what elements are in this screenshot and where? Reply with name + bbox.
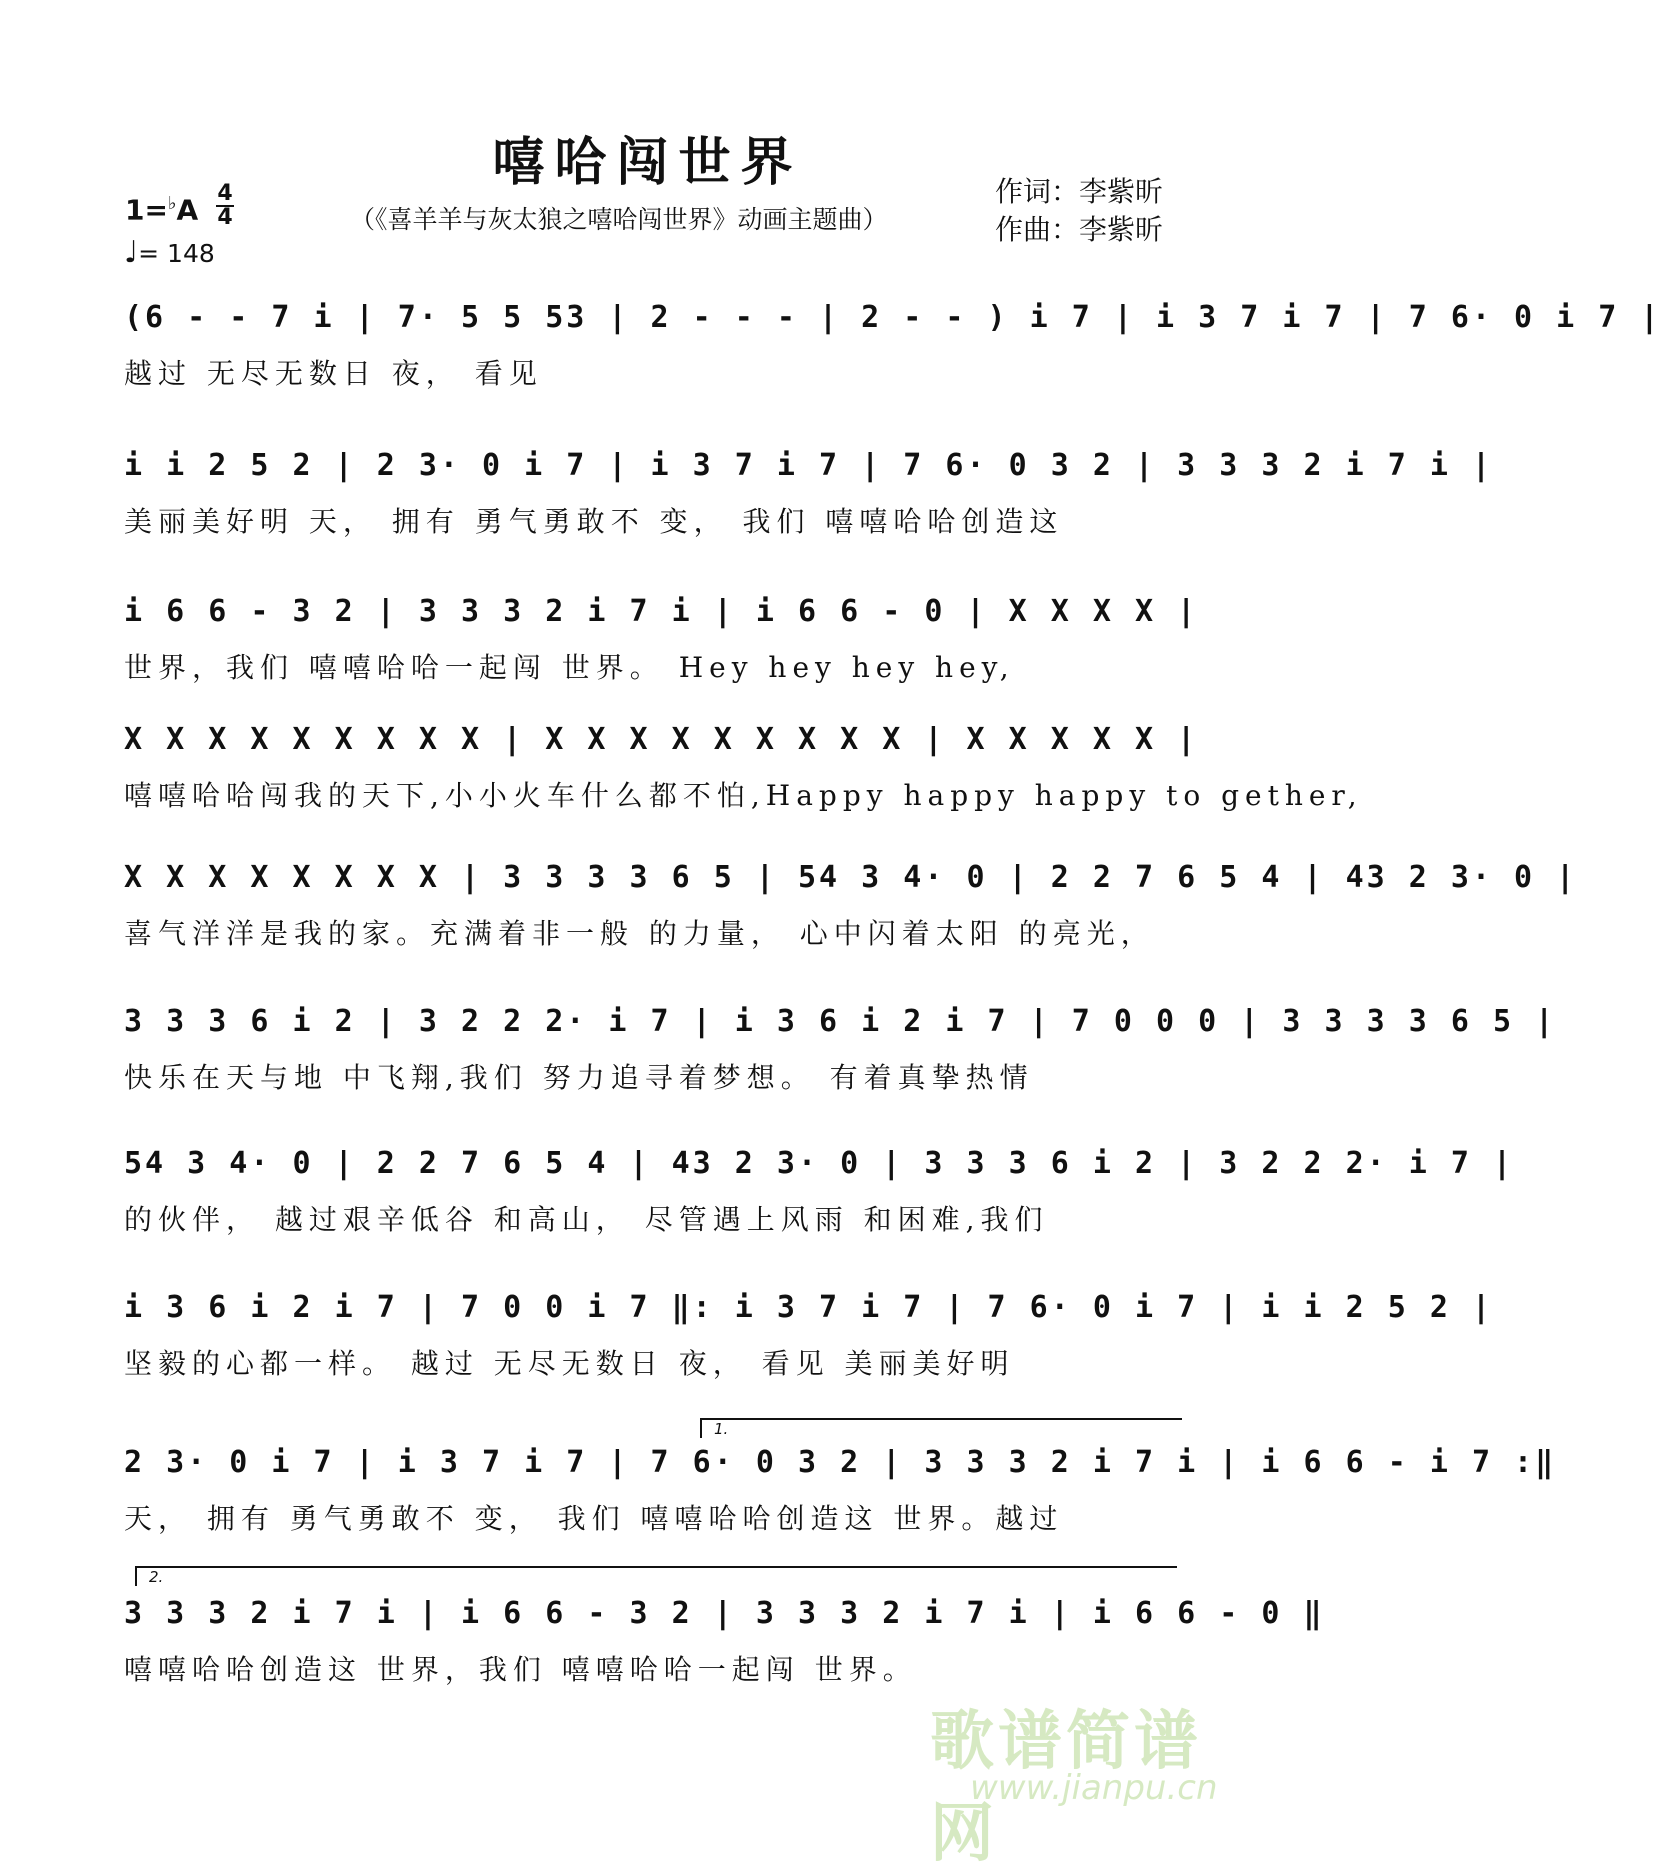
first-ending-bracket (700, 1418, 1182, 1438)
lyric-line: 的伙伴， 越过艰辛低谷 和高山， 尽管遇上风雨 和困难,我们 (124, 1203, 1049, 1236)
notation-line: X X X X X X X X X | X X X X X X X X X | X X X X X | (124, 722, 1199, 757)
key-note: A (176, 193, 199, 227)
lyricist-credit: 作词：李紫昕 (995, 175, 1164, 208)
second-ending-bracket (135, 1566, 1177, 1586)
notation-line: i 3 6 i 2 i 7 | 7 0 0 i 7 ‖: i 3 7 i 7 | 7 6· 0 i 7 | i i 2 5 2 | (124, 1290, 1493, 1325)
notation-line: i i 2 5 2 | 2 3· 0 i 7 | i 3 7 i 7 | 7 6· 0 3 2 | 3 3 3 2 i 7 i | (124, 448, 1493, 483)
lyric-line: 快乐在天与地 中飞翔,我们 努力追寻着梦想。 有着真挚热情 (124, 1061, 1034, 1094)
notation-line: 3 3 3 2 i 7 i | i 6 6 - 3 2 | 3 3 3 2 i 7 i | i 6 6 - 0 ‖ (124, 1596, 1325, 1631)
watermark-logo (930, 1690, 1260, 1871)
tempo-value: = 148 (138, 239, 215, 268)
first-ending-label: 1. (714, 1420, 729, 1438)
key-signature (125, 193, 198, 226)
lyric-line: 美丽美好明 天， 拥有 勇气勇敢不 变， 我们 嘻嘻哈哈创造这 (124, 505, 1064, 538)
notation-line: 3 3 3 6 i 2 | 3 2 2 2· i 7 | i 3 6 i 2 i 7 | 7 0 0 0 | 3 3 3 3 6 5 | (124, 1004, 1557, 1039)
composer-credit: 作曲：李紫昕 (995, 213, 1164, 246)
credits (995, 173, 1163, 249)
lyric-line: 嘻嘻哈哈创造这 世界，我们 嘻嘻哈哈一起闯 世界。 (124, 1653, 917, 1686)
subtitle: （《喜羊羊与灰太狼之嘻哈闯世界》动画主题曲） (350, 205, 888, 234)
page-title: 嘻哈闯世界 (492, 132, 803, 193)
lyric-line: 坚毅的心都一样。 越过 无尽无数日 夜， 看见 美丽美好明 (124, 1347, 1015, 1380)
lyric-line: 嘻嘻哈哈闯我的天下,小小火车什么都不怕,Happy happy happy to gether, (124, 779, 1363, 812)
notation-line: i 6 6 - 3 2 | 3 3 3 2 i 7 i | i 6 6 - 0 | X X X X | (124, 594, 1199, 629)
time-bottom: 4 (217, 205, 233, 230)
notation-line: 2 3· 0 i 7 | i 3 7 i 7 | 7 6· 0 3 2 | 3 3 3 2 i 7 i | i 6 6 - i 7 :‖ (124, 1445, 1557, 1480)
time-top: 4 (217, 181, 233, 206)
notation-line: 54 3 4· 0 | 2 2 7 6 5 4 | 43 2 3· 0 | 3 3 3 6 i 2 | 3 2 2 2· i 7 | (124, 1146, 1515, 1181)
second-ending-label: 2. (149, 1568, 164, 1586)
notation-line: (6 - - 7 i | 7· 5 5 53 | 2 - - - | 2 - - ) i 7 | i 3 7 i 7 | 7 6· 0 i 7 | (124, 300, 1662, 335)
watermark-url: www.jianpu.cn (970, 1768, 1218, 1808)
lyric-line: 喜气洋洋是我的家。充满着非一般 的力量， 心中闪着太阳 的亮光， (124, 917, 1155, 950)
flat-icon: ♭ (167, 193, 177, 214)
lyric-line: 世界，我们 嘻嘻哈哈一起闯 世界。 Hey hey hey hey, (124, 651, 1015, 684)
lyric-line: 越过 无尽无数日 夜， 看见 (124, 357, 543, 390)
time-signature (216, 181, 234, 230)
lyric-line: 天， 拥有 勇气勇敢不 变， 我们 嘻嘻哈哈创造这 世界。越过 (124, 1502, 1064, 1535)
notation-line: X X X X X X X X | 3 3 3 3 6 5 | 54 3 4· 0 | 2 2 7 6 5 4 | 43 2 3· 0 | (124, 860, 1578, 895)
key-prefix: 1= (125, 193, 168, 227)
watermark-text: 歌谱简谱网 (930, 1705, 1202, 1871)
quarter-note-icon: ♩ (124, 235, 139, 270)
tempo-marking (124, 235, 215, 270)
